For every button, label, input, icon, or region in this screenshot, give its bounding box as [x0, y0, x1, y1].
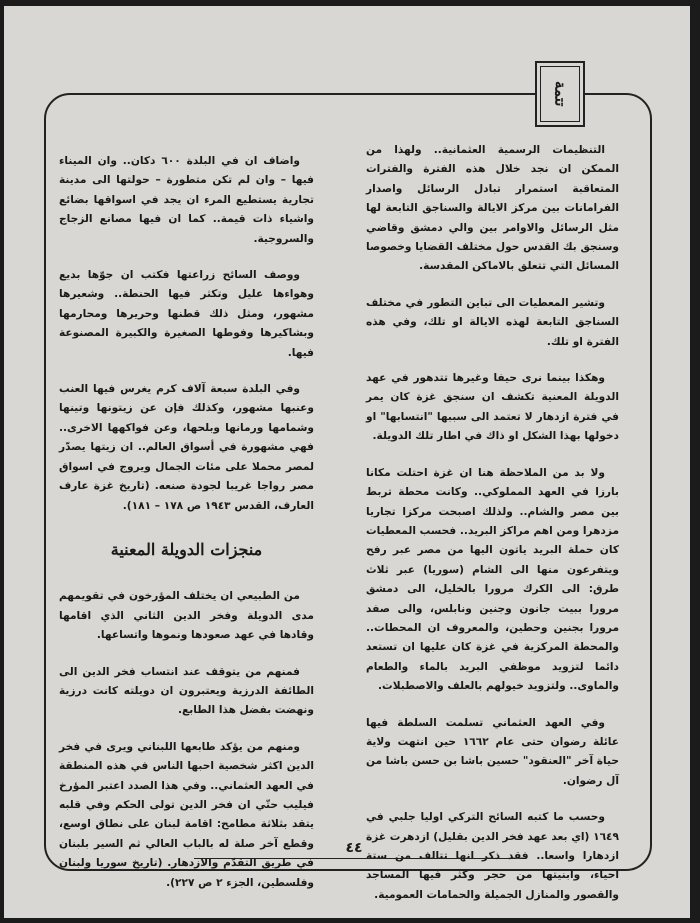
paragraph: فمنهم من يتوقف عند انتساب فخر الدين الى الطائفة الدرزية ويعتبرون ان دويلته كانت درزية ونهضت بفضل هذا الطابع. — [59, 665, 314, 717]
header-emblem — [535, 61, 585, 127]
paragraph: من الطبيعي ان يختلف المؤرخون في تقويمهم مدى الدويلة وفخر الدين الثاني الذي اقامها وقادها في عهد صعودها ونموها واتساعها. — [59, 590, 314, 642]
paragraph: وهكذا بينما نرى حيفا وغيرها تتدهور في عهد الدويلة المعنية تكشف ان سنجق غزة كان يمر في فترة ازدهار لا تعتمد الى سببها "انتسابها" او دخولها بهذا الشكل او ذاك في اطار تلك الدويلة. — [366, 372, 619, 443]
emblem-text: تتمة — [551, 81, 570, 107]
paragraph: ومنهم من يؤكد طابعها اللبناني ويرى في فخر الدين اكثر شخصية احبها الناس في هذه المنطقة في العهد العثماني.. وفي هذا الصدد اعتبر المؤرخ فيليب حتّي ان فخر الدين تولى الحكم وفي قلبه يتقد بثلاثة مطامح: اقامة لبنان على نطاق اوسع، وقطع آخر صلة له بالباب العالي ثم السير بلبنان في طريق التقدّم والازدهار. (تاريخ سوريا ولبنان وفلسطين، الجزء ٢ ص ٢٢٧). — [59, 740, 314, 889]
section-title: منجزات الدويلة المعنية — [110, 539, 263, 559]
paragraph: وفي العهد العثماني تسلمت السلطة فيها عائلة رضوان حتى عام ١٦٦٢ حين انتهت ولاية حياة آخر "العنقود" حسين باشا بن حسن باشا من آل رضوان. — [366, 716, 619, 787]
page-number: ٤٤ — [345, 840, 363, 856]
left-column — [59, 152, 314, 910]
paragraph: وحسب ما كتبه السائح التركي اوليا جلبي في ١٦٤٩ (اي بعد عهد فخر الدين بقليل) ازدهرت غزة ازدهارا واسعا.. فقد ذكر انها تتالف من ستة احياء، وابنيتها من حجر وكثر فيها المساجد والقصور والمنازل الجميلة والحمامات العمومية. — [366, 811, 619, 901]
paragraph: وتشير المعطيات الى تباين التطور في مختلف السناجق التابعة لهذه الايالة او تلك، وفي هذه الفترة او تلك. — [366, 296, 619, 348]
paragraph: وفي البلدة سبعة آلاف كرم يغرس فيها العنب وعنبها مشهور، وكذلك فإن عن زيتونها وتينها وشمامها ورمانها وبلحها، وعن فواكهها الاخرى.. فهي مشهورة في أسواق العالم.. ان زيتها يصدّر لمصر محملا على مئات الجمال ويروج في اسواق مصر رواجا غريبا لجودة صنعه. (تاريخ غزة عارف العارف، القدس ١٩٤٣ ص ١٧٨ – ١٨١). — [59, 383, 314, 512]
document-page — [4, 6, 690, 918]
right-column — [366, 141, 619, 922]
paragraph: ولا بد من الملاحظة هنا ان غزة احتلت مكانا بارزا في العهد المملوكي.. وكانت محطة تربط بين مصر والشام.. ولذلك اصبحت مركزا تجاريا مزدهرا ومن اهم مراكز البريد.. فحسب المعطيات كان حملة البريد ياتون اليها من مصر عبر رفح ويتفرعون منها الى الشام (سوريا) عبر ثلاث طرق: الى الكرك مرورا بالخليل، الى دمشق مرورا ببيت جانون وجنين ونابلس، والى صفد مرورا بجنين وحطين، والمعروف ان المحطات.. والمحطة المركزية في غزة كان عليها ان تستعد دائما لتزويد موظفي البريد بالماء والطعام والماوى.. ولتزويد خيولهم بالعلف والاصطبلات. — [366, 466, 619, 693]
paragraph: واضاف ان في البلدة ٦٠٠ دكان.. وان الميناء فيها – وان لم تكن متطورة – حولتها الى مدينة تجارية يستطيع المرء ان يجد في اسواقها بضائع واشياء ذات قيمة.. كما ان فيها مصانع الزجاج والسروجية. — [59, 155, 314, 245]
paragraph: التنظيمات الرسمية العثمانية.. ولهذا من الممكن ان نجد خلال هذه الفترة والفترات المتعاقبة استمرار تبادل الرسائل واصدار الفرامانات بين مركز الايالة والسناجق التابعة لها مثل الرسائل والاوامر بين والي دمشق وقاضي وسنجق بك القدس حول مختلف القضايا وخصوصا المسائل التي تتعلق بالاماكن المقدسة. — [366, 144, 619, 273]
paragraph: ووصف السائح زراعتها فكتب ان جوّها بديع وهواءها عليل وتكثر فيها الحنطة.. وشعيرها مشهور، ومثل ذلك قطنها وحريرها ومحارمها وبشاكيرها وفوطها الصغيرة والكبيرة المصنوعة فيها. — [59, 269, 314, 359]
emblem-inner-border — [540, 66, 580, 122]
footer-rule — [194, 858, 514, 859]
